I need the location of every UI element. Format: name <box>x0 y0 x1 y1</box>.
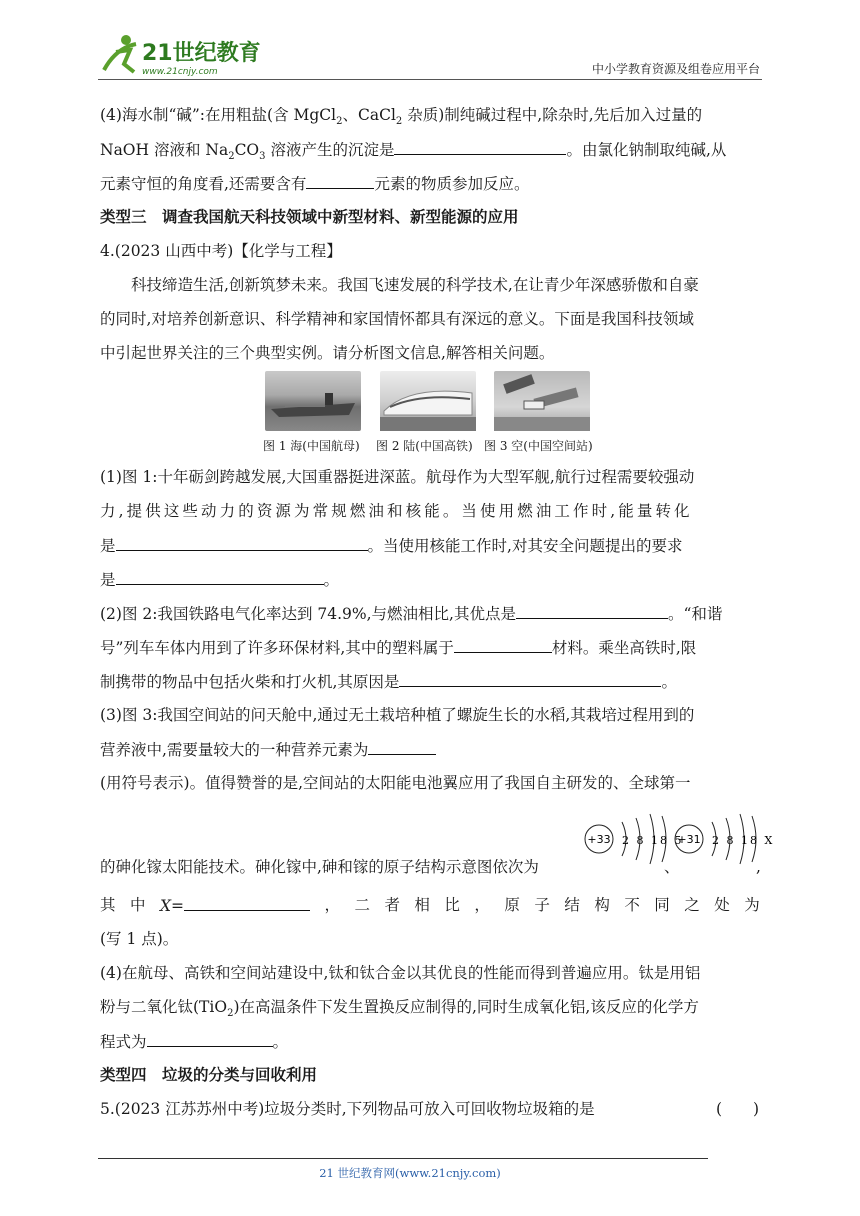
logo <box>96 30 266 80</box>
q4-3-line4: 的砷化镓太阳能技术。砷化镓中,砷和镓的原子结构示意图依次为 <box>100 858 539 876</box>
answer-blank[interactable] <box>394 138 566 155</box>
q4-intro-line1: 科技缔造生活,创新筑梦未来。我国飞速发展的科学技术,在让青少年深感骄傲和自豪 <box>131 276 699 294</box>
q3-4-line2: NaOH 溶液和 $Na_2CO_3$ 溶液产生的沉淀是 。由氯化钠制取纯碱,从 <box>100 138 726 168</box>
figure-caption-1: 图 1 海(中国航母) <box>263 439 360 453</box>
footer-divider <box>98 1158 708 1159</box>
aircraft-carrier-photo <box>265 371 361 431</box>
logo-text: 21世纪教育 <box>142 41 261 66</box>
header-platform-text: 中小学教育资源及组卷应用平台 <box>591 62 760 76</box>
logo-url: www.21cnjy.com <box>142 67 218 77</box>
arsenic-nucleus: +33 <box>587 833 611 846</box>
gallium-nucleus: +31 <box>677 833 701 846</box>
q4-2-line1: (2)图 2:我国铁路电气化率达到 74.9%,与燃油相比,其优点是 。“和谐 <box>100 602 722 625</box>
arsenic-atom-diagram <box>582 812 684 866</box>
q4-2-line2: 号”列车车体内用到了许多环保材料,其中的塑料属于 材料。乘坐高铁时,限 <box>100 636 696 659</box>
section-title-type3: 类型三 调查我国航天科技领域中新型材料、新型能源的应用 <box>100 208 519 226</box>
space-station-photo <box>494 371 590 431</box>
q3-4-line3: 元素守恒的角度看,还需要含有 元素的物质参加反应。 <box>100 172 529 195</box>
q4-3-line1: (3)图 3:我国空间站的问天舱中,通过无土栽培种植了螺旋生长的水稻,其栽培过程用到的 <box>100 706 695 724</box>
answer-blank[interactable] <box>116 568 324 585</box>
answer-blank[interactable] <box>116 534 368 551</box>
q4-source: 4.(2023 山西中考)【化学与工程】 <box>100 242 342 260</box>
q5-text: 5.(2023 江苏苏州中考)垃圾分类时,下列物品可放入可回收物垃圾箱的是 <box>100 1100 595 1118</box>
q4-3-line5: 其 中 X= ， 二 者 相 比 ， 原 子 结 构 不 同 之 处 为 <box>100 896 760 915</box>
q4-1-line1: (1)图 1:十年砺剑跨越发展,大国重器挺进深蓝。航母作为大型军舰,航行过程需要较强动 <box>100 468 695 486</box>
q4-intro-line3: 中引起世界关注的三个典型实例。请分析图文信息,解答相关问题。 <box>100 344 555 362</box>
q4-1-line4: 是 。 <box>100 568 339 591</box>
answer-blank[interactable] <box>399 670 661 687</box>
q4-4-line3: 程式为 。 <box>100 1030 288 1053</box>
gallium-shells: 2 8 18 X <box>712 834 775 847</box>
answer-blank[interactable] <box>184 894 310 911</box>
q4-1-line3: 是 。当使用核能工作时,对其安全问题提出的要求 <box>100 534 682 557</box>
q4-4-line1: (4)在航母、高铁和空间站建设中,钛和钛合金以其优良的性能而得到普遍应用。钛是用铝 <box>100 964 701 982</box>
answer-blank[interactable] <box>368 738 436 755</box>
answer-blank[interactable] <box>306 172 374 189</box>
figure-caption-2: 图 2 陆(中国高铁) <box>376 439 473 453</box>
gallium-atom-diagram <box>672 812 775 866</box>
section-title-type4: 类型四 垃圾的分类与回收利用 <box>100 1066 318 1084</box>
q4-intro-line2: 的同时,对培养创新意识、科学精神和家国情怀都具有深远的意义。下面是我国科技领域 <box>100 310 694 328</box>
q4-3-line6: (写 1 点)。 <box>100 930 179 948</box>
q3-4-line1: (4)海水制“碱”:在用粗盐(含 MgCl$_2$、CaCl$_2$ 杂质)制纯碱过程中,除杂时,先后加入过量的 <box>100 106 703 128</box>
high-speed-train-photo <box>380 371 476 431</box>
q4-3-line2: 营养液中,需要量较大的一种营养元素为 <box>100 738 436 761</box>
header-divider <box>98 79 762 80</box>
q4-1-line2: 力,提供这些动力的资源为常规燃油和核能。当使用燃油工作时,能量转化 <box>100 502 693 520</box>
q4-4-line2: 粉与二氧化钛(TiO$_2$)在高温条件下发生置换反应制得的,同时生成氧化铝,该反应的化学方 <box>100 998 699 1020</box>
answer-blank[interactable] <box>454 636 552 653</box>
answer-blank[interactable] <box>516 602 668 619</box>
end-comma: , <box>756 858 761 876</box>
figure-caption-3: 图 3 空(中国空间站) <box>484 439 593 453</box>
q4-2-line3: 制携带的物品中包括火柴和打火机,其原因是 。 <box>100 670 677 693</box>
q4-3-line3: (用符号表示)。值得赞誉的是,空间站的太阳能电池翼应用了我国自主研发的、全球第一 <box>100 774 691 792</box>
footer-text: 21 世纪教育网(www.21cnjy.com) <box>319 1166 501 1180</box>
arsenic-shells: 2 8 18 5 <box>622 834 684 847</box>
diagram-separator: 、 <box>664 858 680 876</box>
q5-answer-paren[interactable]: ( ) <box>716 1100 760 1118</box>
answer-blank[interactable] <box>147 1030 273 1047</box>
